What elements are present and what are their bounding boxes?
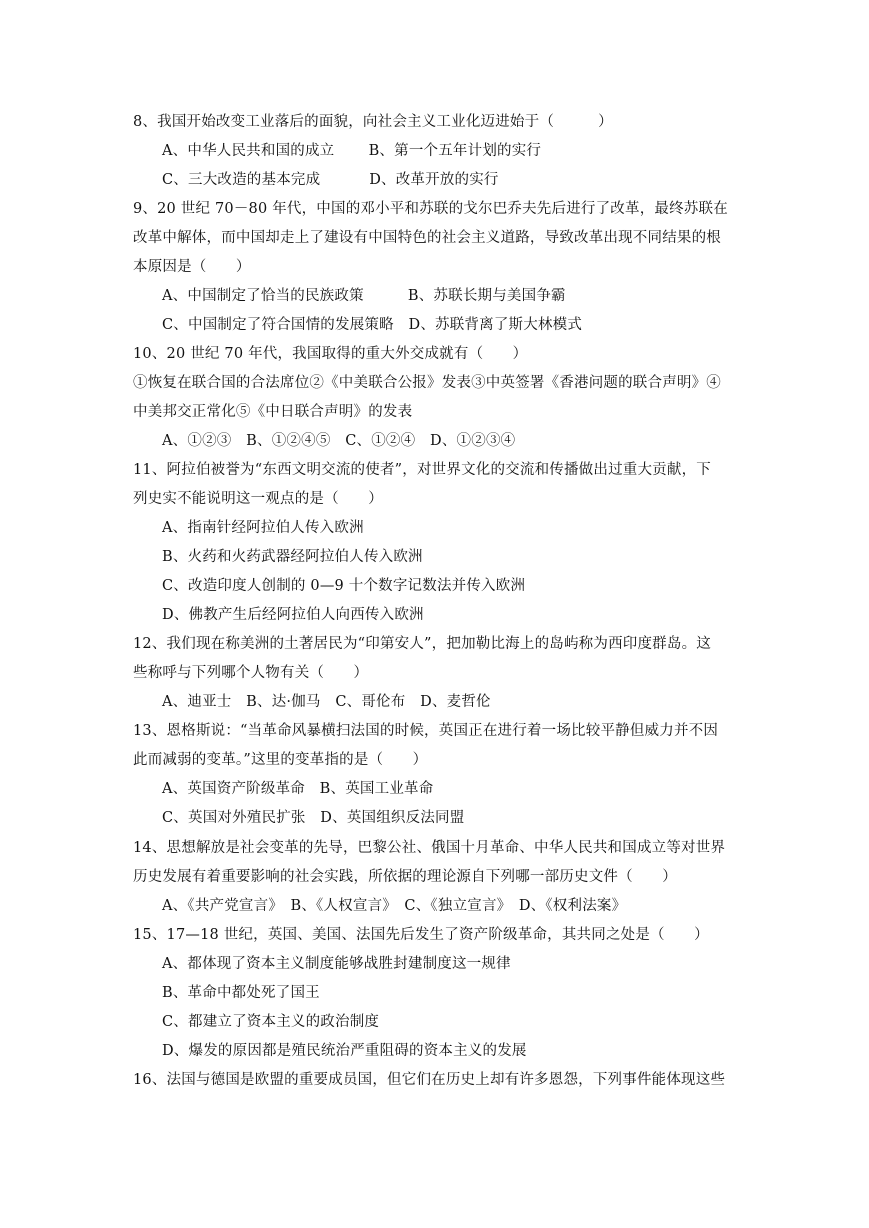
question-15-stem-line-1: 15、17—18 世纪，英国、美国、法国先后发生了资产阶级革命，其共同之处是（ ）: [133, 927, 709, 943]
question-11-option-d: D、佛教产生后经阿拉伯人向西传入欧洲: [162, 607, 424, 623]
question-14-stem-line-1: 14、思想解放是社会变革的先导，巴黎公社、俄国十月革命、中华人民共和国成立等对世界: [133, 840, 726, 856]
question-13-options-row-2: C、英国对外殖民扩张 D、英国组织反法同盟: [162, 810, 465, 826]
question-12-stem-line-1: 12、我们现在称美洲的土著居民为“印第安人”，把加勒比海上的岛屿称为西印度群岛。这: [133, 636, 711, 652]
question-9-stem-line-2: 改革中解体，而中国却走上了建设有中国特色的社会主义道路，导致改革出现不同结果的根: [133, 230, 721, 246]
question-15-option-c: C、都建立了资本主义的政治制度: [162, 1014, 380, 1030]
question-9-options-row-1: A、中国制定了恰当的民族政策 B、苏联长期与美国争霸: [162, 288, 566, 304]
question-8-stem: 8、我国开始改变工业落后的面貌，向社会主义工业化迈进始于（ ）: [133, 114, 613, 130]
question-15-option-d: D、爆发的原因都是殖民统治严重阻碍的资本主义的发展: [162, 1043, 527, 1059]
question-10-stem-line-3: 中美邦交正常化⑤《中日联合声明》的发表: [133, 404, 413, 420]
question-11-option-a: A、指南针经阿拉伯人传入欧洲: [162, 520, 364, 536]
question-15-option-a: A、都体现了资本主义制度能够战胜封建制度这一规律: [162, 956, 511, 972]
question-8-options-row-1: A、中华人民共和国的成立 B、第一个五年计划的实行: [162, 143, 542, 159]
question-9-stem-line-1: 9、20 世纪 70－80 年代，中国的邓小平和苏联的戈尔巴乔夫先后进行了改革，最终苏联在: [133, 201, 728, 217]
question-10-options-row-1: A、①②③ B、①②④⑤ C、①②④ D、①②③④: [162, 433, 516, 449]
question-13-options-row-1: A、英国资产阶级革命 B、英国工业革命: [162, 781, 434, 797]
question-11-stem-line-1: 11、阿拉伯被誉为“东西文明交流的使者”，对世界文化的交流和传播做出过重大贡献，下: [133, 462, 711, 478]
question-12-options-row-1: A、迪亚士 B、达·伽马 C、哥伦布 D、麦哲伦: [162, 694, 491, 710]
question-10-stem-line-1: 10、20 世纪 70 年代，我国取得的重大外交成就有（ ）: [133, 346, 528, 362]
question-9-stem-line-3: 本原因是（ ）: [133, 259, 251, 275]
question-13-stem-line-2: 此而减弱的变革。”这里的变革指的是（ ）: [133, 752, 428, 768]
question-10-stem-line-2: ①恢复在联合国的合法席位②《中美联合公报》发表③中英签署《香港问题的联合声明》④: [133, 375, 721, 391]
question-15-option-b: B、革命中都处死了国王: [162, 985, 320, 1001]
question-12-stem-line-2: 些称呼与下列哪个人物有关（ ）: [133, 665, 369, 681]
question-8-options-row-2: C、三大改造的基本完成 D、改革开放的实行: [162, 172, 499, 188]
question-11-stem-line-2: 列史实不能说明这一观点的是（ ）: [133, 491, 383, 507]
question-11-option-b: B、火药和火药武器经阿拉伯人传入欧洲: [162, 549, 423, 565]
question-13-stem-line-1: 13、恩格斯说：“当革命风暴横扫法国的时候，英国正在进行着一场比较平静但威力并不因: [133, 723, 719, 739]
question-16-stem-line-1: 16、法国与德国是欧盟的重要成员国，但它们在历史上却有许多恩怨，下列事件能体现这些: [133, 1072, 726, 1088]
question-14-stem-line-2: 历史发展有着重要影响的社会实践，所依据的理论源自下列哪一部历史文件（ ）: [133, 869, 677, 885]
question-11-option-c: C、改造印度人创制的 0—9 十个数字记数法并传入欧洲: [162, 578, 526, 594]
question-14-options-row-1: A、《共产党宣言》 B、《人权宣言》 C、《独立宣言》 D、《权利法案》: [162, 898, 627, 914]
question-9-options-row-2: C、中国制定了符合国情的发展策略 D、苏联背离了斯大林模式: [162, 317, 583, 333]
